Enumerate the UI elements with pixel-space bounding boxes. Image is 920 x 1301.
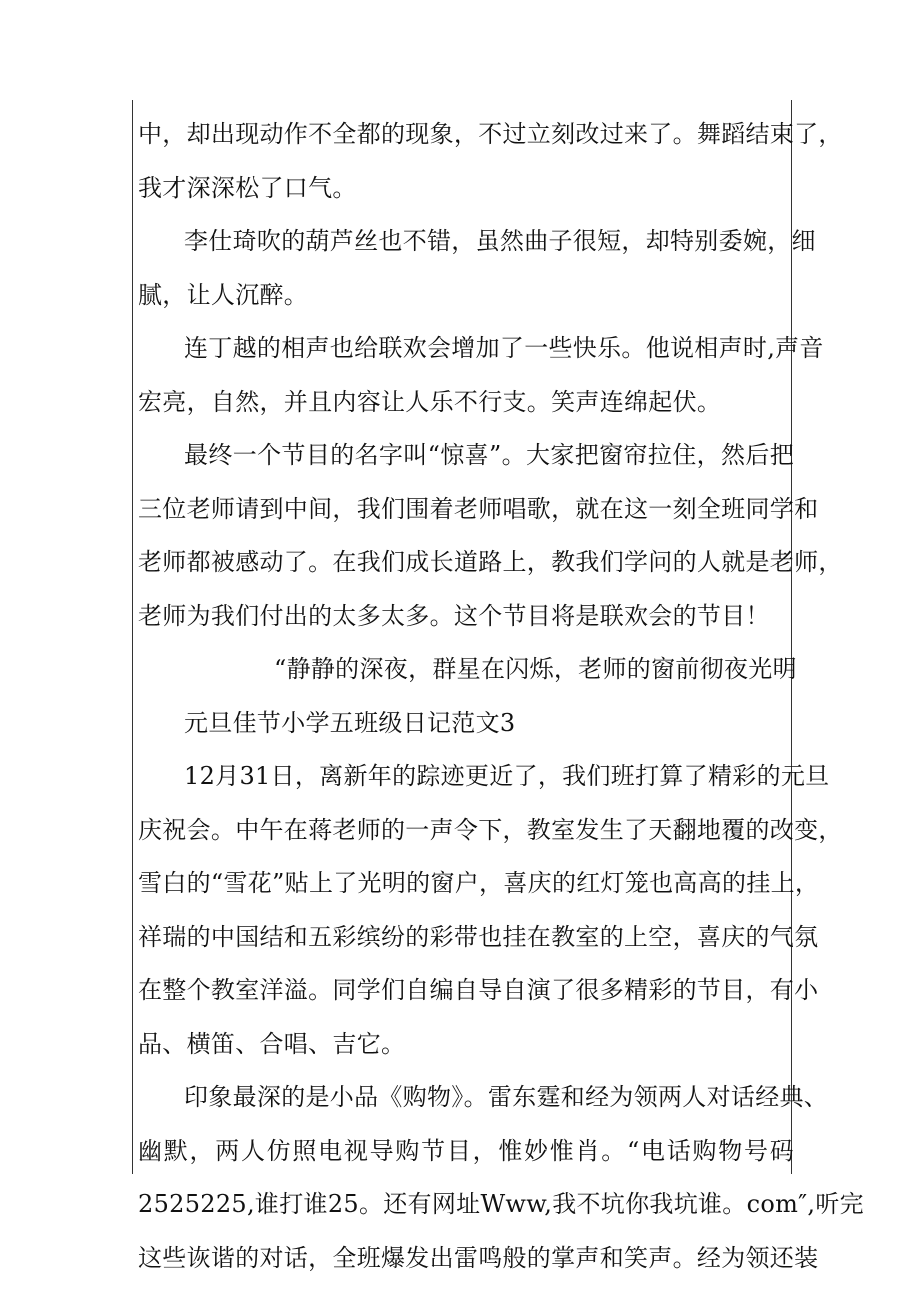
text-line: 腻，让人沉醉。 xyxy=(138,280,309,309)
text-line: 老师都被感动了。在我们成长道路上，教我们学问的人就是老师， xyxy=(138,548,843,576)
text-line: 在整个教室洋溢。同学们自编自导自演了很多精彩的节目，有小 xyxy=(138,976,819,1004)
text-line: 2525225,谁打谁25。还有网址Www,我不坑你我坑谁。com″,听完 xyxy=(138,1190,864,1218)
text-line: 宏亮，自然，并且内容让人乐不行支。笑声连绵起伏。 xyxy=(138,387,722,416)
paragraph-start: 12月31日，离新年的踪迹更近了，我们班打算了精彩的元旦 xyxy=(184,762,830,790)
text-line: 庆祝会。中午在蒋老师的一声令下，教室发生了天翻地覆的改变， xyxy=(138,815,843,844)
text-line: 中，却出现动作不全都的现象，不过立刻改过来了。舞蹈结束了， xyxy=(138,120,843,148)
section-title: 元旦佳节小学五班级日记范文3 xyxy=(184,708,516,737)
text-line: 老师为我们付出的太多太多。这个节目将是联欢会的节目！ xyxy=(138,601,770,630)
document-body xyxy=(138,108,864,1285)
text-line: 雪白的“雪花”贴上了光明的窗户，喜庆的红灯笼也高高的挂上， xyxy=(138,869,820,897)
text-line: 我才深深松了口气。 xyxy=(138,173,357,202)
text-line: 幽默，两人仿照电视导购节目，惟妙惟肖。“电话购物号码 xyxy=(138,1136,794,1165)
text-line: 三位老师请到中间，我们围着老师唱歌，就在这一刻全班同学和 xyxy=(138,494,819,523)
text-line: 祥瑞的中国结和五彩缤纷的彩带也挂在教室的上空，喜庆的气氛 xyxy=(138,922,819,951)
paragraph-start: 最终一个节目的名字叫“惊喜”。大家把窗帘拉住，然后把 xyxy=(184,441,794,469)
text-line: 品、横笛、合唱、吉它。 xyxy=(138,1029,406,1058)
quote-line: “静静的深夜，群星在闪烁，老师的窗前彻夜光明 xyxy=(274,655,797,683)
paragraph-start: 连丁越的相声也给联欢会增加了一些快乐。他说相声时,声音 xyxy=(184,334,824,362)
text-line: 这些诙谐的对话，全班爆发出雷鸣般的掌声和笑声。经为领还装 xyxy=(138,1243,819,1272)
paragraph-start: 李仕琦吹的葫芦丝也不错，虽然曲子很短，却特别委婉，细 xyxy=(184,227,816,255)
paragraph-start: 印象最深的是小品《购物》。雷东霆和经为领两人对话经典、 xyxy=(184,1083,829,1111)
